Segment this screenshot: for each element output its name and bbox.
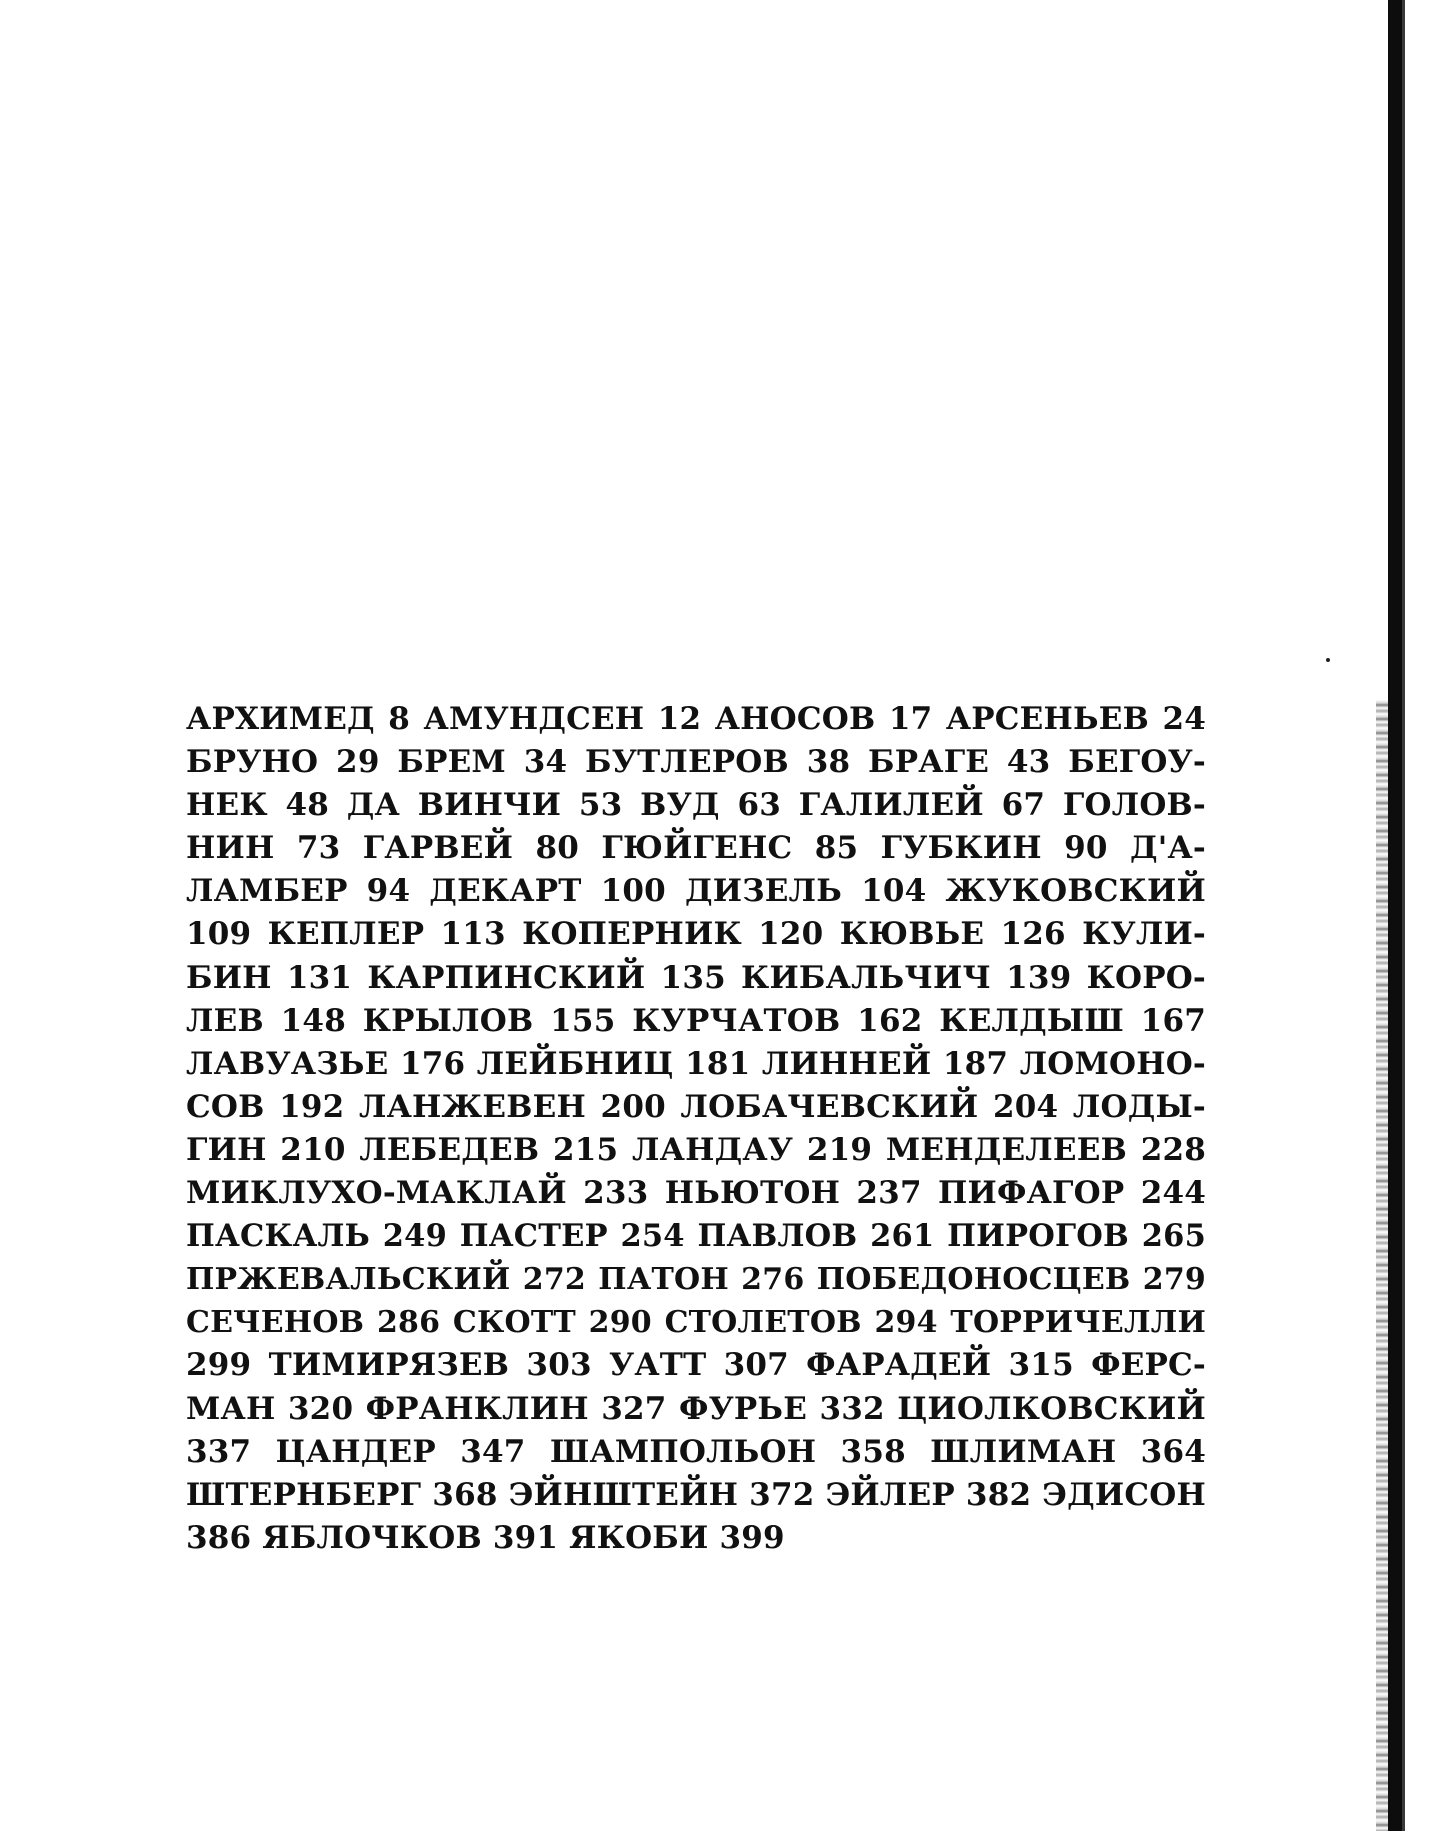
contents-line: СЕЧЕНОВ 286 СКОТТ 290 СТОЛЕТОВ 294 ТОРРИЧЕЛЛИ xyxy=(186,1305,1206,1341)
contents-line: НИН 73 ГАРВЕЙ 80 ГЮЙГЕНС 85 ГУБКИН 90 Д'А- xyxy=(186,830,1206,867)
contents-line: МИКЛУХО-МАКЛАЙ 233 НЬЮТОН 237 ПИФАГОР 244 xyxy=(186,1175,1206,1212)
contents-line: СОВ 192 ЛАНЖЕВЕН 200 ЛОБАЧЕВСКИЙ 204 ЛОДЫ- xyxy=(186,1088,1206,1125)
contents-line: 337 ЦАНДЕР 347 ШАМПОЛЬОН 358 ШЛИМАН 364 xyxy=(186,1433,1206,1470)
contents-line: ПРЖЕВАЛЬСКИЙ 272 ПАТОН 276 ПОБЕДОНОСЦЕВ 279 xyxy=(186,1262,1206,1298)
contents-line: ЛАВУАЗЬЕ 176 ЛЕЙБНИЦ 181 ЛИННЕЙ 187 ЛОМОНО- xyxy=(186,1045,1206,1082)
scan-speck xyxy=(1326,658,1330,662)
contents-line: 386 ЯБЛОЧКОВ 391 ЯКОБИ 399 xyxy=(186,1519,785,1556)
binding-edge-shade xyxy=(1402,0,1405,1831)
contents-line: НЕК 48 ДА ВИНЧИ 53 ВУД 63 ГАЛИЛЕЙ 67 ГОЛОВ- xyxy=(186,787,1206,824)
contents-line: МАН 320 ФРАНКЛИН 327 ФУРЬЕ 332 ЦИОЛКОВСКИЙ xyxy=(186,1390,1206,1427)
contents-line: ШТЕРНБЕРГ 368 ЭЙНШТЕЙН 372 ЭЙЛЕР 382 ЭДИСОН xyxy=(186,1476,1206,1513)
contents-line: БРУНО 29 БРЕМ 34 БУТЛЕРОВ 38 БРАГЕ 43 БЕГОУ- xyxy=(186,744,1206,781)
contents-line: 299 ТИМИРЯЗЕВ 303 УАТТ 307 ФАРАДЕЙ 315 ФЕРС- xyxy=(186,1347,1206,1384)
contents-line: ПАСКАЛЬ 249 ПАСТЕР 254 ПАВЛОВ 261 ПИРОГОВ 265 xyxy=(186,1218,1206,1255)
book-binding-edge xyxy=(1388,0,1402,1831)
contents-line: АРХИМЕД 8 АМУНДСЕН 12 АНОСОВ 17 АРСЕНЬЕВ 24 xyxy=(186,701,1206,737)
contents-line: ЛАМБЕР 94 ДЕКАРТ 100 ДИЗЕЛЬ 104 ЖУКОВСКИЙ xyxy=(186,873,1206,910)
contents-line: БИН 131 КАРПИНСКИЙ 135 КИБАЛЬЧИЧ 139 КОРО- xyxy=(186,959,1206,996)
contents-line: ЛЕВ 148 КРЫЛОВ 155 КУРЧАТОВ 162 КЕЛДЫШ 167 xyxy=(186,1002,1206,1039)
contents-list xyxy=(186,698,1206,1560)
contents-line: 109 КЕПЛЕР 113 КОПЕРНИК 120 КЮВЬЕ 126 КУЛИ- xyxy=(186,916,1206,953)
contents-line: ГИН 210 ЛЕБЕДЕВ 215 ЛАНДАУ 219 МЕНДЕЛЕЕВ 228 xyxy=(186,1131,1206,1168)
